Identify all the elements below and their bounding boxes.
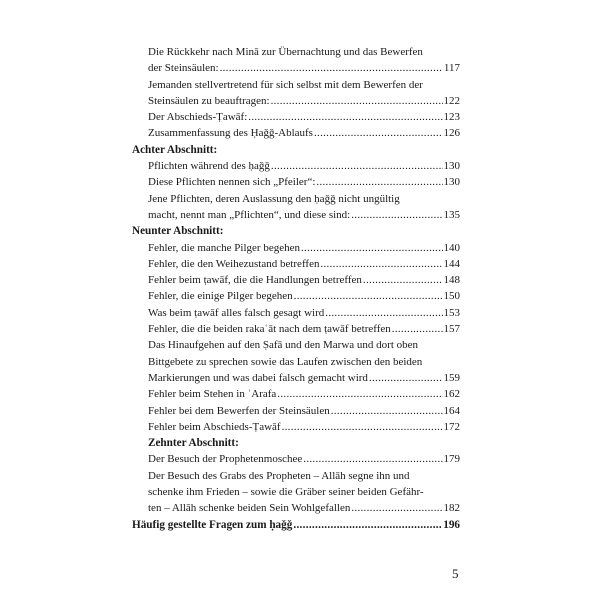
entry-page: 148 [443, 274, 460, 287]
entry-page: 179 [443, 453, 460, 466]
entry-page: 182 [443, 502, 460, 515]
toc-entry [132, 321, 460, 337]
entry-page: 150 [443, 290, 460, 303]
toc-entry [132, 403, 460, 419]
toc-entry [132, 272, 460, 288]
entry-page: 162 [443, 388, 460, 401]
entry-title: Jene Pflichten, deren Auslassung den ḥaǧǧ nicht ungültig [148, 192, 400, 205]
dot-leader [301, 240, 443, 256]
dot-leader [351, 207, 442, 223]
toc-entry [132, 77, 460, 93]
entry-title: Zehnter Abschnitt: [148, 437, 239, 450]
dot-leader [351, 500, 442, 516]
toc-entry [132, 370, 460, 386]
entry-title: Fehler, die einige Pilger begehen [148, 290, 293, 303]
dot-leader [271, 93, 443, 109]
dot-leader [293, 517, 442, 533]
section-heading [132, 223, 460, 239]
toc-entry [132, 207, 460, 223]
dot-leader [369, 370, 443, 386]
entry-title: Bittgebete zu sprechen sowie das Laufen zwischen den beiden [148, 355, 423, 368]
dot-leader [294, 288, 443, 304]
entry-title: Zusammenfassung des Ḥaǧǧ-Ablaufs [148, 127, 313, 140]
entry-page: 122 [443, 94, 460, 107]
entry-page: 172 [443, 420, 460, 433]
dot-leader [363, 272, 443, 288]
entry-page: 126 [443, 127, 460, 140]
entry-title: Pflichten während des ḥaǧǧ [148, 160, 270, 173]
entry-title: Was beim ṭawāf alles falsch gesagt wird [148, 306, 325, 319]
entry-page: 123 [443, 111, 460, 124]
entry-title: Der Abschieds-Ṭawāf: [148, 111, 248, 124]
entry-title: Die Rückkehr nach Minā zur Übernachtung und das Bewerfen [148, 46, 423, 58]
dot-leader [320, 256, 442, 272]
toc-entry [132, 354, 460, 370]
entry-title: Steinsäulen zu beauftragen: [148, 94, 270, 107]
entry-title: Fehler beim Stehen in ʿArafa [148, 388, 277, 401]
entry-page: 135 [443, 208, 460, 221]
dot-leader [282, 419, 443, 435]
entry-title: Fehler, die die beiden rakaʿāt nach dem ṭawāf betreffen [148, 323, 391, 336]
entry-title: der Steinsäulen: [148, 62, 219, 75]
dot-leader [325, 305, 442, 321]
toc-entry [132, 386, 460, 402]
toc-entry [132, 451, 460, 467]
entry-page: 130 [443, 160, 460, 173]
entry-title: macht, nennt man „Pflichten“, und diese sind: [148, 208, 351, 221]
table-of-contents [132, 44, 460, 533]
entry-page: 140 [443, 241, 460, 254]
dot-leader [392, 321, 443, 337]
entry-title: Markierungen und was dabei falsch gemacht wird [148, 371, 368, 384]
entry-title: ten – Allāh schenke beiden Sein Wohlgefallen [148, 502, 351, 515]
entry-title: Fehler, die den Weihezustand betreffen [148, 257, 320, 270]
entry-page: 117 [443, 62, 460, 75]
dot-leader [271, 158, 443, 174]
entry-title: Jemanden stellvertretend für sich selbst mit dem Bewerfen der [148, 78, 423, 91]
entry-title: Fehler, die manche Pilger begehen [148, 241, 300, 254]
toc-entry [132, 174, 460, 190]
toc-entry-main [132, 517, 460, 533]
entry-title: Neunter Abschnitt: [132, 225, 224, 238]
dot-leader [331, 403, 443, 419]
dot-leader [314, 125, 443, 141]
entry-page: 159 [443, 371, 460, 384]
entry-title: Fehler beim ṭawāf, die die Handlungen betreffen [148, 274, 362, 287]
entry-page: 157 [443, 323, 460, 336]
toc-entry [132, 500, 460, 516]
entry-title: Achter Abschnitt: [132, 143, 218, 156]
entry-title: Das Hinaufgehen auf den Ṣafā und den Marwa und dort oben [148, 339, 419, 352]
section-heading [132, 142, 460, 158]
toc-entry [132, 468, 460, 484]
dot-leader [277, 386, 442, 402]
entry-title: Der Besuch der Prophetenmoschee [148, 453, 303, 466]
entry-title: Fehler bei dem Bewerfen der Steinsäulen [148, 404, 330, 417]
page-number: 5 [452, 566, 459, 581]
entry-title: Fehler beim Abschieds-Ṭawāf [148, 420, 281, 433]
toc-entry [132, 191, 460, 207]
entry-page: 153 [443, 306, 460, 319]
toc-entry [132, 109, 460, 125]
toc-entry [132, 256, 460, 272]
entry-page: 196 [443, 518, 460, 531]
dot-leader [303, 451, 442, 467]
dot-leader [316, 174, 442, 190]
toc-entry [132, 484, 460, 500]
toc-entry [132, 158, 460, 174]
toc-entry [132, 60, 460, 76]
entry-title: Diese Pflichten nennen sich „Pfeiler“: [148, 176, 316, 189]
entry-title: Häufig gestellte Fragen zum ḥaǧǧ [132, 518, 293, 531]
entry-title: Der Besuch des Grabs des Propheten – Allāh segne ihn und [148, 469, 410, 482]
toc-entry [132, 419, 460, 435]
toc-entry [132, 337, 460, 353]
dot-leader [220, 60, 443, 76]
entry-page: 164 [443, 404, 460, 417]
entry-page: 130 [443, 176, 460, 189]
section-heading [132, 435, 460, 451]
toc-entry [132, 288, 460, 304]
toc-entry [132, 305, 460, 321]
entry-title: schenke ihm Frieden – sowie die Gräber seiner beiden Gefähr- [148, 486, 424, 499]
entry-page: 144 [443, 257, 460, 270]
toc-entry [132, 125, 460, 141]
toc-entry [132, 93, 460, 109]
dot-leader [248, 109, 442, 125]
toc-entry [132, 44, 460, 60]
toc-entry [132, 240, 460, 256]
